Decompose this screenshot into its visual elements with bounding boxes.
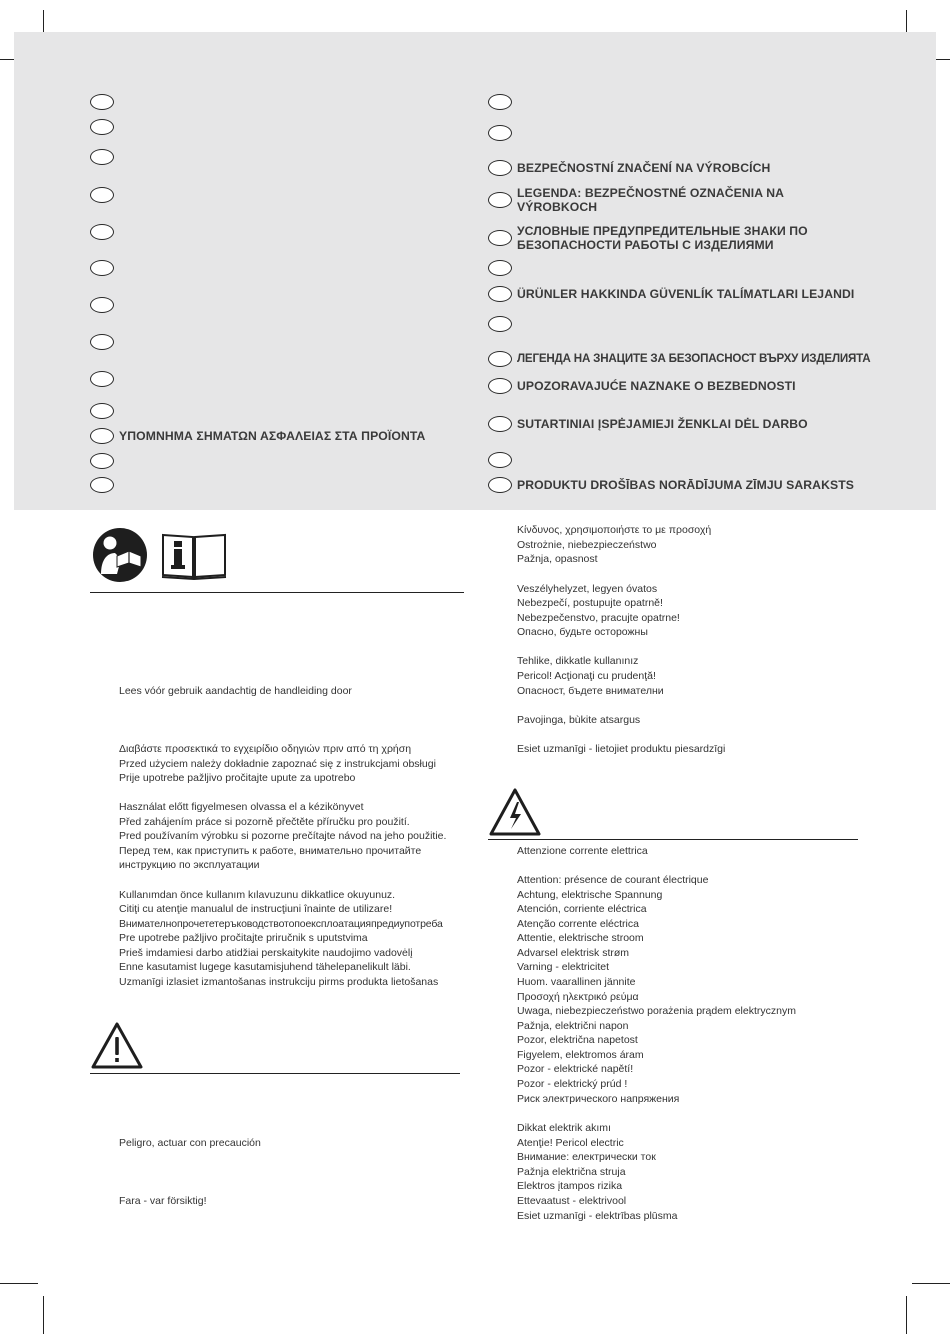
electric-warning-text: Huom. vaarallinen jännite bbox=[517, 976, 636, 988]
language-oval-icon bbox=[90, 260, 114, 276]
electric-warning-text: Dikkat elektrik akımı bbox=[517, 1122, 611, 1134]
legend-row bbox=[488, 224, 808, 252]
legend-row bbox=[90, 477, 119, 493]
electric-warning-text: Esiet uzmanīgi - elektrības plūsma bbox=[517, 1210, 678, 1222]
language-oval-icon bbox=[90, 187, 114, 203]
language-oval-icon bbox=[90, 403, 114, 419]
electric-warning-text: Achtung, elektrische Spannung bbox=[517, 889, 663, 901]
language-oval-icon bbox=[90, 149, 114, 165]
language-oval-icon bbox=[90, 371, 114, 387]
danger-text: Nebezpečenstvo, pracujte opatrne! bbox=[517, 612, 680, 624]
legend-row bbox=[90, 260, 119, 276]
danger-text: Nebezpečí, postupujte opatrně! bbox=[517, 597, 663, 609]
danger-text: Ostrożnie, niebezpieczeństwo bbox=[517, 539, 657, 551]
electric-warning-text: Pozor, električna napetost bbox=[517, 1034, 638, 1046]
language-oval-icon bbox=[488, 416, 512, 432]
crop-mark bbox=[912, 1283, 950, 1284]
electric-warning-text: Advarsel elektrisk strøm bbox=[517, 947, 630, 959]
legend-label: ΥΠΟΜΝΗΜΑ ΣΗΜΑΤΩΝ ΑΣΦΑΛΕΙΑΣ ΣΤΑ ΠΡΟΪΟΝΤΑ bbox=[119, 429, 426, 443]
language-oval-icon bbox=[488, 452, 512, 468]
manual-instruction-text: инструкцию по эксплуатации bbox=[119, 859, 260, 871]
legend-row bbox=[90, 149, 119, 165]
language-oval-icon bbox=[90, 94, 114, 110]
manual-instruction-text: Uzmanīgi izlasiet izmantošanas instrukciju pirms produkta lietošanas bbox=[119, 976, 439, 988]
language-oval-icon bbox=[90, 428, 114, 444]
legend-row bbox=[90, 403, 119, 419]
language-oval-icon bbox=[90, 334, 114, 350]
legend-row bbox=[488, 452, 517, 468]
manual-instruction-text: Enne kasutamist lugege kasutamisjuhend tähelepanelikult läbi. bbox=[119, 961, 411, 973]
manual-instruction-text: Használat előtt figyelmesen olvassa el a kézikönyvet bbox=[119, 801, 364, 813]
electric-warning-text: Atención, corriente eléctrica bbox=[517, 903, 647, 915]
language-oval-icon bbox=[90, 453, 114, 469]
legend-row bbox=[90, 187, 119, 203]
danger-text: Опасно, будьте осторожны bbox=[517, 626, 648, 638]
manual-instruction-text: Pred používaním výrobku si pozorne prečítajte návod na jeho použitie. bbox=[119, 830, 447, 842]
legend-row bbox=[90, 119, 119, 135]
section-divider bbox=[488, 839, 858, 840]
manual-instruction-text: Przed użyciem należy dokładnie zapoznać się z instrukcjami obsługi bbox=[119, 758, 436, 770]
legend-row bbox=[90, 224, 119, 240]
electric-warning-text: Риск электрического напряжения bbox=[517, 1093, 680, 1105]
crop-mark bbox=[906, 1296, 907, 1334]
danger-text: Esiet uzmanīgi - lietojiet produktu piesardzīgi bbox=[517, 743, 726, 755]
language-oval-icon bbox=[90, 119, 114, 135]
manual-instruction-text: Citiţi cu atenţie manualul de instrucţiuni înainte de utilizare! bbox=[119, 903, 393, 915]
electric-warning-text: Attentie, elektrische stroom bbox=[517, 932, 644, 944]
danger-text: Fara - var försiktig! bbox=[119, 1195, 207, 1207]
danger-text: Veszélyhelyzet, legyen óvatos bbox=[517, 583, 658, 595]
section-divider bbox=[90, 1073, 460, 1074]
legend-row bbox=[90, 453, 119, 469]
info-book-icon bbox=[161, 533, 227, 581]
legend-row bbox=[488, 125, 517, 141]
electric-warning-text: Atenção corrente eléctrica bbox=[517, 918, 639, 930]
legend-label: PRODUKTU DROŠĪBAS NORĀDĪJUMA ZĪMJU SARAKSTS bbox=[517, 478, 854, 492]
legend-row bbox=[90, 94, 119, 110]
legend-row bbox=[488, 94, 517, 110]
language-oval-icon bbox=[488, 351, 512, 367]
manual-instruction-text: Kullanımdan önce kullanım kılavuzunu dikkatlice okuyunuz. bbox=[119, 889, 396, 901]
legend-label: ÜRÜNLER HAKKINDA GÜVENLÍK TALÍMATLARI LEJANDI bbox=[517, 287, 855, 301]
electric-warning-text: Attention: présence de courant électrique bbox=[517, 874, 709, 886]
electric-warning-text: Προσοχή ηλεκτρικό ρεύμα bbox=[517, 991, 639, 1003]
reading-manual-icon bbox=[91, 526, 149, 584]
danger-text: Pažnja, opasnost bbox=[517, 553, 598, 565]
danger-text: Κίνδυνος, χρησιμοποιήστε το με προσοχή bbox=[517, 524, 712, 536]
danger-text: Tehlike, dikkatle kullanınız bbox=[517, 655, 639, 667]
electric-warning-text: Ettevaatust - elektrivool bbox=[517, 1195, 627, 1207]
electric-warning-text: Pažnja električna struja bbox=[517, 1166, 626, 1178]
legend-label: BEZPEČNOSTNÍ ZNAČENÍ NA VÝROBCÍCH bbox=[517, 161, 771, 175]
legend-row bbox=[488, 477, 854, 493]
legend-row bbox=[90, 297, 119, 313]
legend-label: UPOZORAVAJUĆE NAZNAKE O BEZBEDNOSTI bbox=[517, 379, 796, 393]
electric-warning-text: Varning - elektricitet bbox=[517, 961, 610, 973]
danger-text: Опасност, бъдете внимателни bbox=[517, 685, 664, 697]
language-oval-icon bbox=[488, 230, 512, 246]
language-oval-icon bbox=[488, 477, 512, 493]
language-oval-icon bbox=[90, 297, 114, 313]
language-oval-icon bbox=[488, 125, 512, 141]
electric-warning-text: Attenzione corrente elettrica bbox=[517, 845, 648, 857]
crop-mark bbox=[43, 1296, 44, 1334]
crop-mark bbox=[0, 1283, 38, 1284]
language-oval-icon bbox=[488, 260, 512, 276]
legend-row bbox=[488, 351, 870, 367]
manual-instruction-text: Prieš imdamiesi darbo atidžiai perskaitykite naudojimo vadovėlį bbox=[119, 947, 413, 959]
language-oval-icon bbox=[488, 94, 512, 110]
electric-warning-text: Pozor - elektrický prúd ! bbox=[517, 1078, 628, 1090]
legend-label: SUTARTINIAI ĮSPĖJAMIEJI ŽENKLAI DĖL DARBO bbox=[517, 417, 808, 431]
electric-hazard-icon bbox=[488, 787, 542, 837]
electric-warning-text: Pozor - elektrické napětí! bbox=[517, 1063, 634, 1075]
language-oval-icon bbox=[488, 316, 512, 332]
language-oval-icon bbox=[90, 477, 114, 493]
electric-warning-text: Pažnja, električni napon bbox=[517, 1020, 629, 1032]
language-oval-icon bbox=[488, 286, 512, 302]
legend-row bbox=[488, 286, 854, 302]
electric-warning-text: Uwaga, niebezpieczeństwo porażenia prądem elektrycznym bbox=[517, 1005, 796, 1017]
manual-instruction-text: Перед тем, как приступить к работе, внимательно прочитайте bbox=[119, 845, 422, 857]
manual-instruction-text: Внимателнопрочететеръководствотопоексплоатацияпредиупотреба bbox=[119, 918, 443, 930]
legend-row bbox=[90, 428, 425, 444]
electric-warning-text: Elektros įtampos rizika bbox=[517, 1180, 623, 1192]
legend-row bbox=[488, 416, 808, 432]
language-oval-icon bbox=[488, 192, 512, 208]
legend-row bbox=[488, 378, 796, 394]
danger-text: Pericol! Acţionaţi cu prudenţă! bbox=[517, 670, 656, 682]
warning-triangle-icon bbox=[90, 1021, 144, 1070]
legend-row bbox=[488, 186, 784, 214]
danger-text: Pavojinga, bùkite atsargus bbox=[517, 714, 641, 726]
language-oval-icon bbox=[488, 160, 512, 176]
manual-instruction-text: Prije upotrebe pažljivo pročitajte upute za upotrebo bbox=[119, 772, 356, 784]
legend-row bbox=[90, 371, 119, 387]
manual-instruction-text: Lees vóór gebruik aandachtig de handleiding door bbox=[119, 685, 352, 697]
legend-label: ЛЕГЕНДА НА ЗНАЦИТЕ ЗА БЕЗОПАСНОСТ ВЪРХУ ИЗДЕЛИЯТА bbox=[517, 352, 871, 365]
legend-row bbox=[90, 334, 119, 350]
manual-instruction-text: Před zahájením práce si pozorně přečtěte příručku pro použití. bbox=[119, 816, 410, 828]
legend-row bbox=[488, 160, 770, 176]
legend-label: LEGENDA: BEZPEČNOSTNÉ OZNAČENIA NA VÝROBKOCH bbox=[517, 186, 785, 214]
manual-instruction-text: Pre upotrebe pažljivo pročitajte priručnik s uputstvima bbox=[119, 932, 368, 944]
electric-warning-text: Figyelem, elektromos áram bbox=[517, 1049, 644, 1061]
electric-warning-text: Atenţie! Pericol electric bbox=[517, 1137, 624, 1149]
legend-label: УСЛОВНЫЕ ПРЕДУПРЕДИТЕЛЬНЫЕ ЗНАКИ ПО БЕЗОПАСНОСТИ РАБОТЫ С ИЗДЕЛИЯМИ bbox=[517, 224, 808, 252]
section-divider bbox=[90, 592, 464, 593]
language-oval-icon bbox=[90, 224, 114, 240]
legend-row bbox=[488, 260, 517, 276]
electric-warning-text: Внимание: електрически ток bbox=[517, 1151, 656, 1163]
manual-instruction-text: Διαβάστε προσεκτικά το εγχειρίδιο οδηγιών πριν από τη χρήση bbox=[119, 743, 412, 755]
language-oval-icon bbox=[488, 378, 512, 394]
danger-text: Peligro, actuar con precaución bbox=[119, 1137, 261, 1149]
legend-row bbox=[488, 316, 517, 332]
